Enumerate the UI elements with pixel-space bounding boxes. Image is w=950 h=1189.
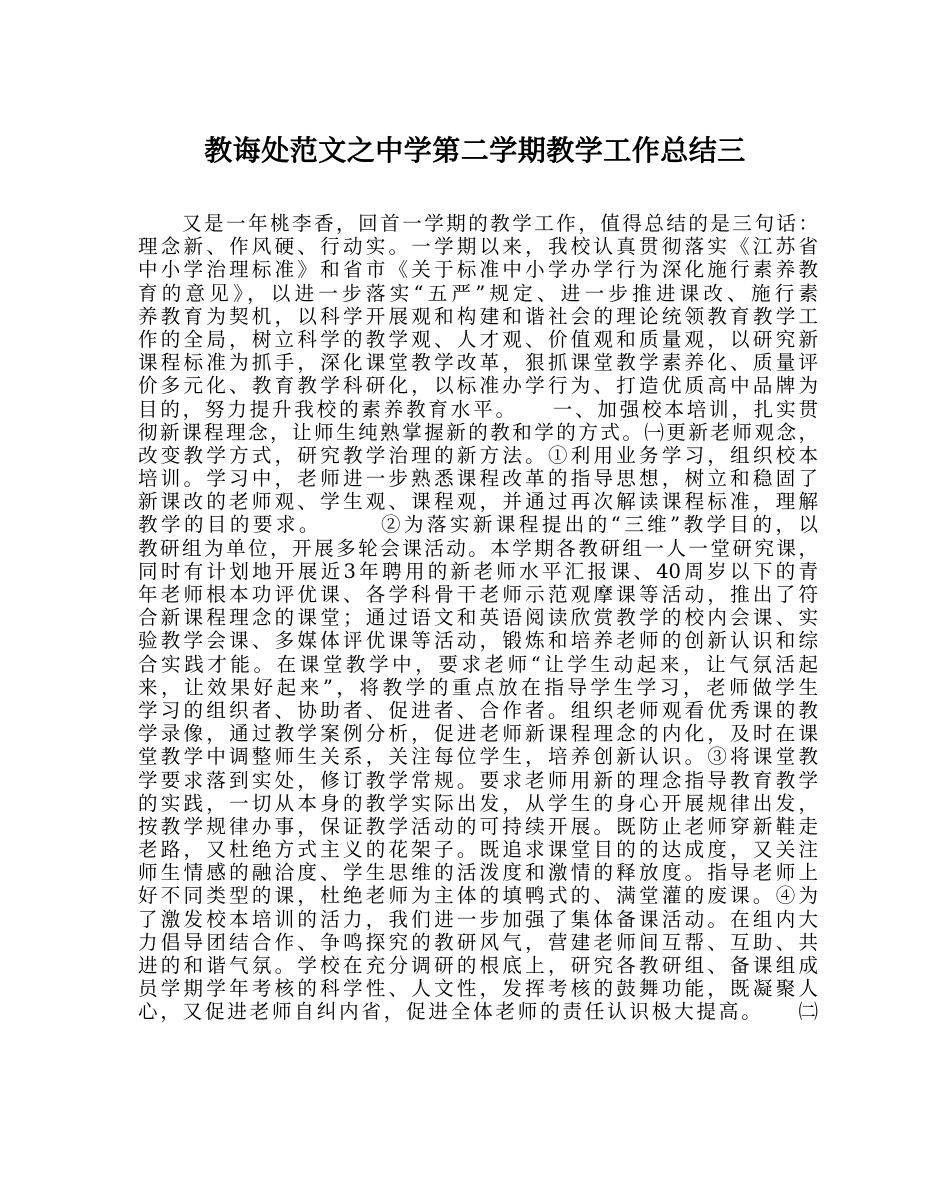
- body-line: 进的和谐气氛。学校在充分调研的根底上，研究各教研组、备课组成: [138, 954, 818, 977]
- body-line: 学习的组织者、协助者、促进者、合作者。组织老师观看优秀课的教: [138, 698, 818, 722]
- body-line: 又是一年桃李香，回首一学期的教学工作，值得总结的是三句话：: [138, 212, 818, 235]
- body-line: 课程标准为抓手，深化课堂教学改革，狠抓课堂教学素养化、质量评: [138, 351, 818, 375]
- body-line: 养教育为契机，以科学开展观和构建和谐社会的理论统领教育教学工: [138, 304, 818, 328]
- body-line: 学要求落到实处，修订教学常规。要求老师用新的理念指导教育教学: [138, 768, 818, 792]
- body-line: 教研组为单位，开展多轮会课活动。本学期各教研组一人一堂研究课，: [138, 536, 818, 560]
- body-line: 教学的目的要求。 ②为落实新课程提出的“三维”教学目的，以: [138, 513, 818, 537]
- body-line: 员学期学年考核的科学性、人文性，发挥考核的鼓舞功能，既凝聚人: [138, 977, 818, 1001]
- body-line: 了激发校本培训的活力，我们进一步加强了集体备课活动。在组内大: [138, 907, 818, 931]
- body-line: 新课改的老师观、学生观、课程观，并通过再次解读课程标准，理解: [138, 490, 818, 514]
- body-line: 来，让效果好起来”，将教学的重点放在指导学生学习，老师做学生: [138, 675, 818, 699]
- body-line: 目的，努力提升我校的素养教育水平。 一、加强校本培训，扎实贯: [138, 397, 818, 421]
- body-line: 验教学会课、多媒体评优课等活动，锻炼和培养老师的创新认识和综: [138, 629, 818, 653]
- body-line: 年老师根本功评优课、各学科骨干老师示范观摩课等活动，推出了符: [138, 583, 818, 606]
- body-line: 理念新、作风硬、行动实。一学期以来，我校认真贯彻落实《江苏省: [138, 235, 818, 259]
- body-line: 同时有计划地开展近3年聘用的新老师水平汇报课、40周岁以下的青: [138, 559, 818, 583]
- body-line: 按教学规律办事，保证教学活动的可持续开展。既防止老师穿新鞋走: [138, 814, 818, 838]
- body-line: 力倡导团结合作、争鸣探究的教研风气，营建老师间互帮、互助、共: [138, 930, 818, 954]
- body-line: 好不同类型的课，杜绝老师为主体的填鸭式的、满堂灌的废课。④为: [138, 884, 818, 908]
- body-line: 堂教学中调整师生关系，关注每位学生，培养创新认识。③将课堂教: [138, 745, 818, 769]
- body-line: 的实践，一切从本身的教学实际出发，从学生的身心开展规律出发，: [138, 791, 818, 815]
- body-line: 合实践才能。在课堂教学中，要求老师“让学生动起来，让气氛活起: [138, 652, 818, 676]
- body-line: 学录像，通过教学案例分析，促进老师新课程理念的内化，及时在课: [138, 722, 818, 746]
- body-line: 合新课程理念的课堂；通过语文和英语阅读欣赏教学的校内会课、实: [138, 606, 818, 630]
- body-line: 育的意见》，以进一步落实“五严”规定、进一步推进课改、施行素: [138, 281, 818, 305]
- document-title: 教诲处范文之中学第二学期教学工作总结三: [204, 134, 746, 167]
- body-line: 心，又促进老师自纠内省，促进全体老师的责任认识极大提高。 ㈡: [138, 1000, 818, 1024]
- body-line: 价多元化、教育教学科研化，以标准办学行为、打造优质高中品牌为: [138, 374, 818, 398]
- body-line: 作的全局，树立科学的教学观、人才观、价值观和质量观，以研究新: [138, 327, 818, 351]
- body-line: 改变教学方式，研究教学治理的新方法。①利用业务学习，组织校本: [138, 443, 818, 467]
- body-line: 培训。学习中，老师进一步熟悉课程改革的指导思想，树立和稳固了: [138, 467, 818, 491]
- body-line: 老路，又杜绝方式主义的花架子。既追求课堂目的的达成度，又关注: [138, 838, 818, 862]
- body-line: 师生情感的融洽度、学生思维的活泼度和激情的释放度。指导老师上: [138, 861, 818, 885]
- body-line: 中小学治理标准》和省市《关于标准中小学办学行为深化施行素养教: [138, 258, 818, 282]
- document-body: [138, 212, 818, 1024]
- body-line: 彻新课程理念，让师生纯熟掌握新的教和学的方式。㈠更新老师观念，: [138, 420, 818, 444]
